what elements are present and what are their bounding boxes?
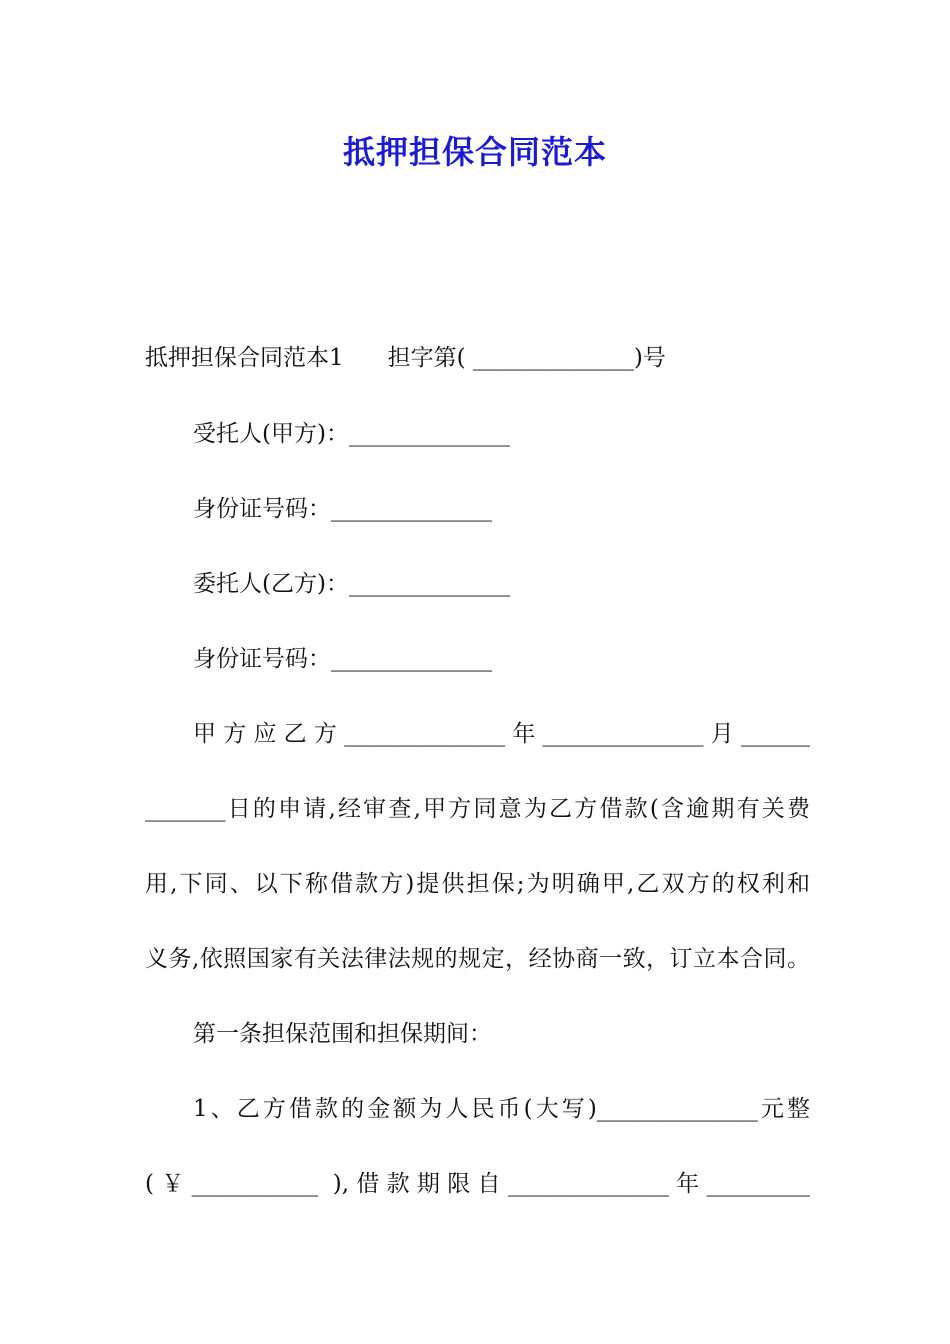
paragraph-line: 甲方应乙方______________年______________月______ [193, 721, 810, 747]
contract-name: 抵押担保合同范本1 [145, 345, 344, 371]
party-b-line: 委托人(乙方)：______________ [193, 571, 510, 597]
contract-heading-line [145, 340, 810, 376]
paragraph-line: 义务,依照国家有关法律法规的规定，经协商一致，订立本合同。 [145, 946, 810, 972]
party-a-line: 受托人(甲方)：______________ [193, 421, 510, 447]
party-b-id-line: 身份证号码：______________ [193, 646, 492, 672]
paragraph-line: _______日的申请,经审查,甲方同意为乙方借款(含逾期有关费 [145, 796, 810, 822]
guarantee-number: 担字第( ______________)号 [387, 345, 666, 371]
document-title: 抵押担保合同范本 [342, 133, 607, 171]
paragraph-line: (￥___________ ),借款期限自______________年_________ [145, 1171, 810, 1197]
paragraph-line: 1、乙方借款的金额为人民币(大写)______________元整 [193, 1096, 810, 1122]
section-heading: 第一条担保范围和担保期间： [193, 1021, 492, 1047]
paragraph-line: 用,下同、以下称借款方)提供担保;为明确甲,乙双方的权利和 [145, 871, 810, 897]
party-a-id-line: 身份证号码：______________ [193, 496, 492, 522]
